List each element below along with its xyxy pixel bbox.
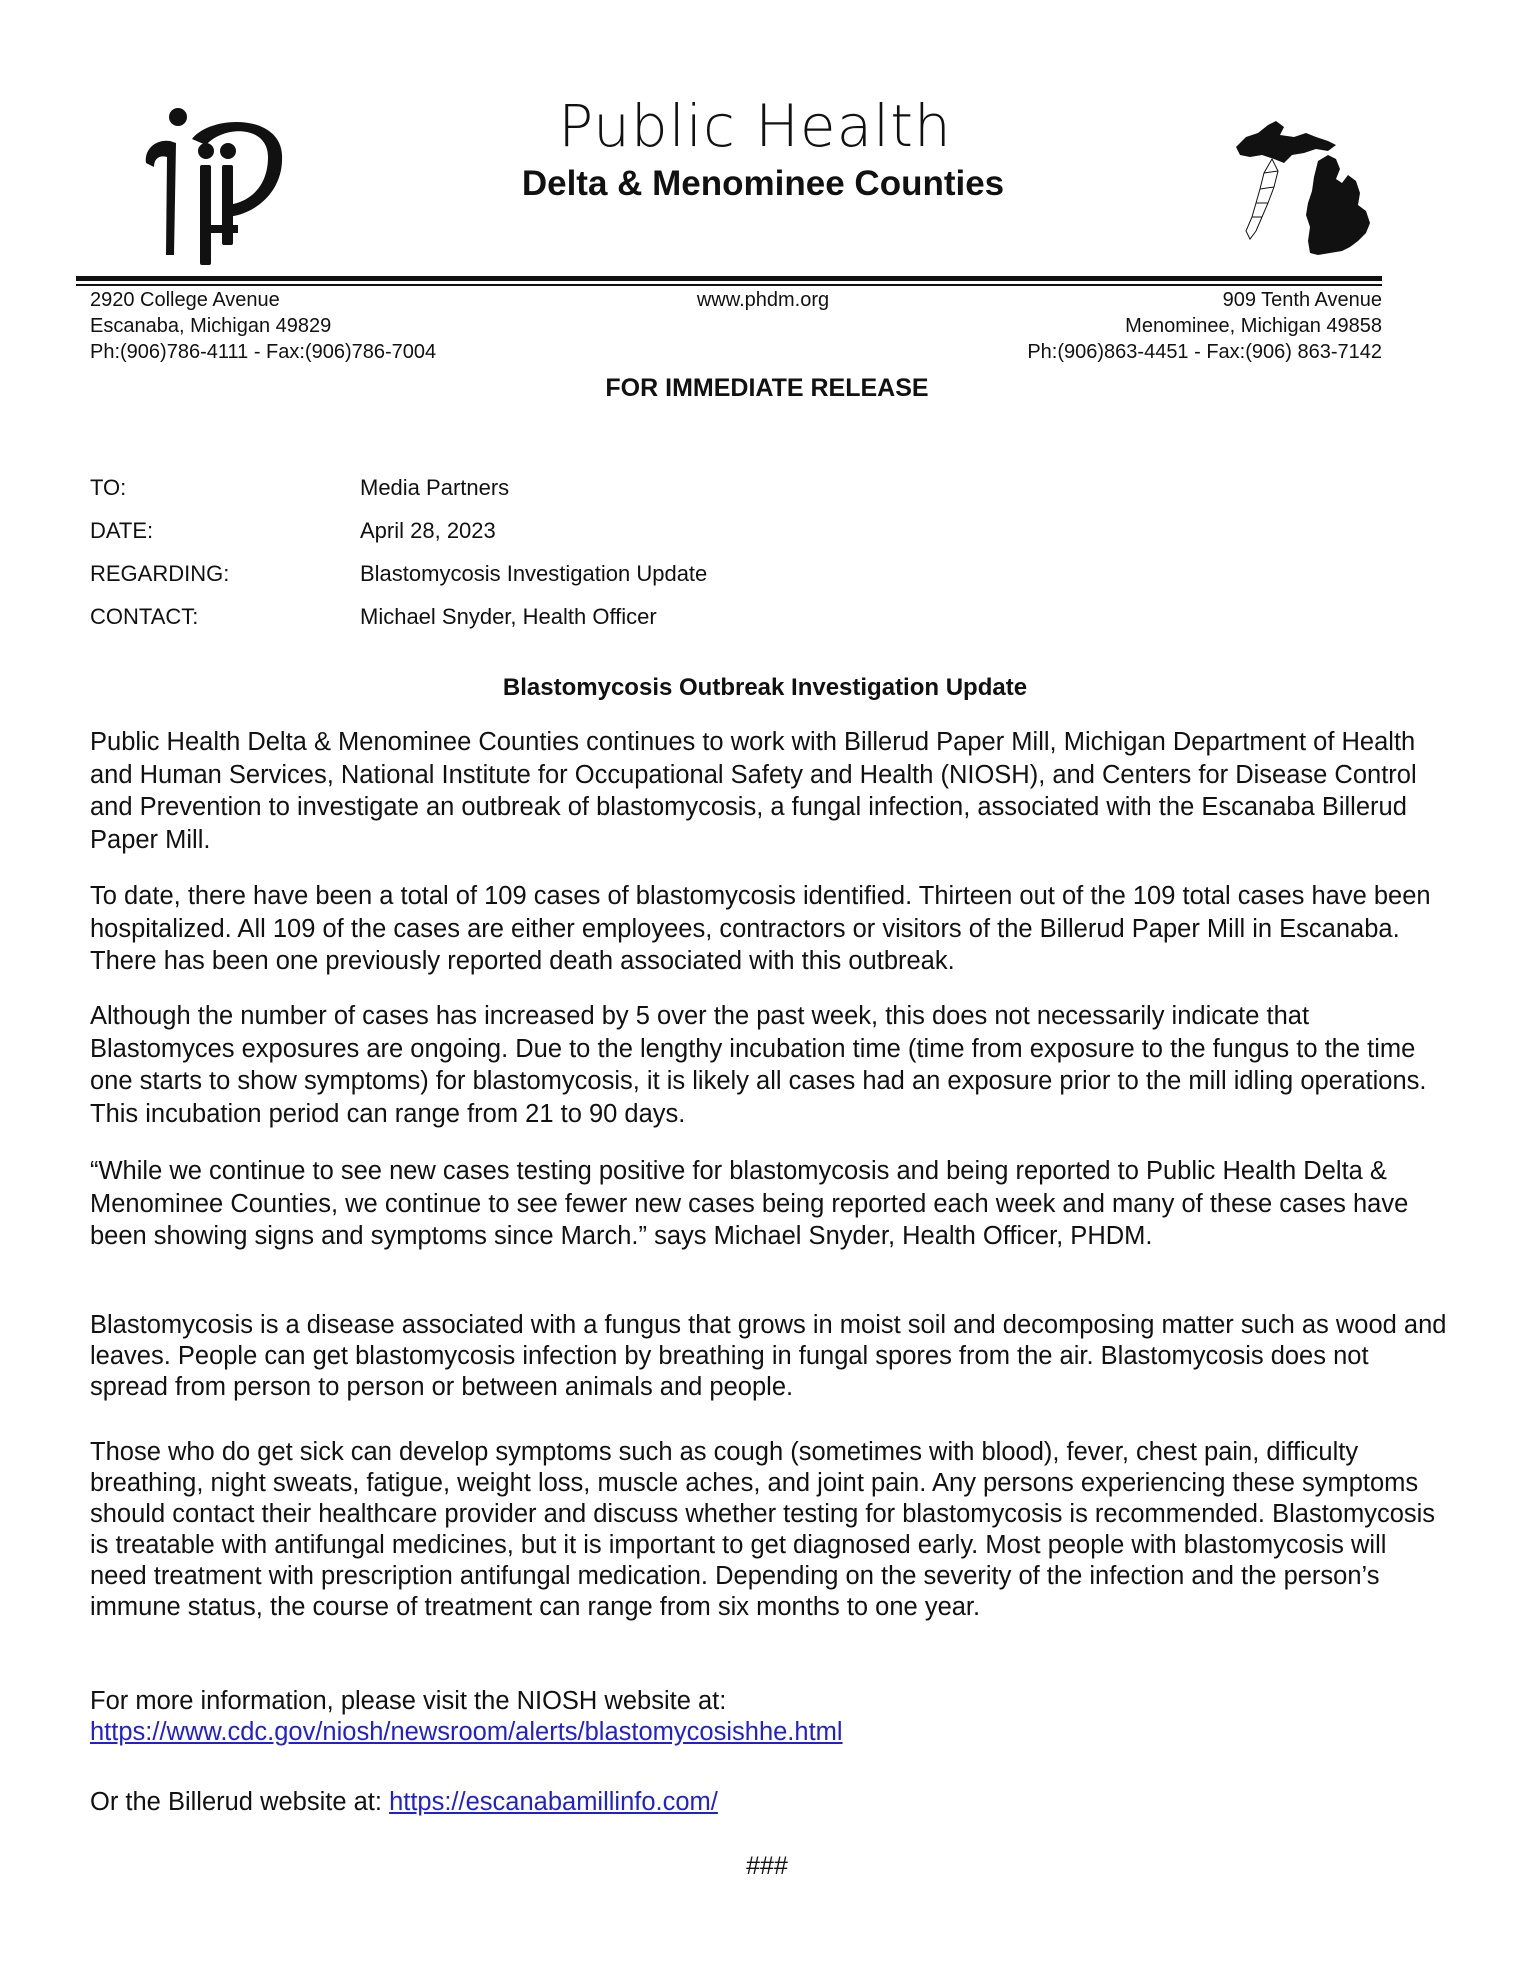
body-paragraph bbox=[90, 726, 1450, 856]
memo-key: TO: bbox=[90, 474, 127, 500]
memo-key: CONTACT: bbox=[90, 603, 199, 629]
memo-value: April 28, 2023 bbox=[360, 517, 496, 543]
paragraph-text: “While we continue to see new cases testing positive for blastomycosis and being reported to Public Health Delta & Menominee Counties, we continue to see fewer new cases being reported each week and many of these cases have been showing signs and symptoms since March.” says Michael Snyder, Health Officer, PHDM. bbox=[90, 1157, 1409, 1250]
paragraph-text: Public Health Delta & Menominee Counties continues to work with Billerud Paper Mill, Michigan Department of Health and Human Services, National Institute for Occupational Safety and Health (NIOSH), and Centers for Disease Control and Prevention to investigate an outbreak of blastomycosis, a fungal infection, associated with the Escanaba Billerud Paper Mill. bbox=[90, 728, 1417, 854]
address-line: Ph:(906)786-4111 - Fax:(906)786-7004 bbox=[90, 341, 437, 363]
paragraph-text: Although the number of cases has increased by 5 over the past week, this does not necessarily indicate that Blastomyces exposures are ongoing. Due to the lengthy incubation time (time from exposure to the fungus to the time one starts to show symptoms) for blastomycosis, it is likely all cases had an exposure prior to the mill idling operations. This incubation period can range from 21 to 90 days. bbox=[90, 1002, 1427, 1128]
org-subtitle: Delta & Menominee Counties bbox=[521, 164, 1005, 203]
memo-row-contact bbox=[90, 595, 707, 638]
address-line: 2920 College Avenue bbox=[90, 289, 280, 311]
end-mark: ### bbox=[746, 1852, 788, 1880]
release-label: FOR IMMEDIATE RELEASE bbox=[605, 374, 929, 402]
memo-key: REGARDING: bbox=[90, 560, 230, 586]
paragraph-text: Blastomycosis is a disease associated with a fungus that grows in moist soil and decomposing matter such as wood and leaves. People can get blastomycosis infection by breathing in fungal spores from the air. Blastomycosis does not spread from person to person or between animals and people. bbox=[90, 1311, 1447, 1401]
memo-value: Michael Snyder, Health Officer bbox=[360, 603, 657, 629]
memo-key: DATE: bbox=[90, 517, 154, 543]
address-line: 909 Tenth Avenue bbox=[1222, 289, 1382, 311]
org-title: Public Health bbox=[558, 92, 952, 160]
memo-value: Blastomycosis Investigation Update bbox=[360, 560, 708, 586]
michigan-map-icon bbox=[1232, 107, 1382, 262]
body-paragraph bbox=[90, 1000, 1450, 1130]
address-line: Escanaba, Michigan 49829 bbox=[90, 315, 332, 337]
body-paragraph bbox=[90, 1310, 1450, 1403]
paragraph-text: Those who do get sick can develop symptoms such as cough (sometimes with blood), fever, chest pain, difficulty breathing, night sweats, fatigue, weight loss, muscle aches, and joint pain. Any persons experiencing these symptoms should contact their healthcare provider and discuss whether testing for blastomycosis is recommended. Blastomycosis is treatable with antifungal medicines, but it is important to get diagnosed early. Most people with blastomycosis will need treatment with prescription antifungal medication. Depending on the severity of the infection and the person’s immune status, the course of treatment can range from six months to one year. bbox=[90, 1438, 1436, 1621]
memo-row-date bbox=[90, 509, 707, 552]
website-text: www.phdm.org bbox=[696, 289, 830, 311]
address-line: Menominee, Michigan 49858 bbox=[1125, 315, 1382, 337]
body-paragraph bbox=[90, 880, 1450, 978]
address-line: Ph:(906)863-4451 - Fax:(906) 863-7142 bbox=[1027, 341, 1382, 363]
header-rule bbox=[76, 276, 1382, 281]
memo-header bbox=[90, 466, 707, 638]
header-rule-thin bbox=[76, 284, 1382, 286]
paragraph-text: To date, there have been a total of 109 cases of blastomycosis identified. Thirteen out of the 109 total cases have been hospitalized. All 109 of the cases are either employees, contractors or visitors of the Billerud Paper Mill in Escanaba. There has been one previously reported death associated with this outbreak. bbox=[90, 882, 1431, 975]
memo-row-to bbox=[90, 466, 707, 509]
quote-paragraph bbox=[90, 1155, 1450, 1253]
menominee-address bbox=[1027, 287, 1382, 365]
release-headline: Blastomycosis Outbreak Investigation Update bbox=[502, 674, 1028, 701]
memo-row-regarding bbox=[90, 552, 707, 595]
niosh-info-text: For more information, please visit the NIOSH website at: bbox=[90, 1687, 727, 1715]
niosh-info bbox=[90, 1686, 1450, 1748]
billerud-info bbox=[90, 1786, 1450, 1819]
memo-value: Media Partners bbox=[360, 474, 510, 500]
body-paragraph bbox=[90, 1437, 1450, 1623]
billerud-link[interactable]: https://escanabamillinfo.com/ bbox=[389, 1788, 718, 1816]
billerud-info-text: Or the Billerud website at: bbox=[90, 1788, 390, 1816]
niosh-link[interactable]: https://www.cdc.gov/niosh/newsroom/alerts/blastomycosishhe.html bbox=[90, 1718, 843, 1746]
